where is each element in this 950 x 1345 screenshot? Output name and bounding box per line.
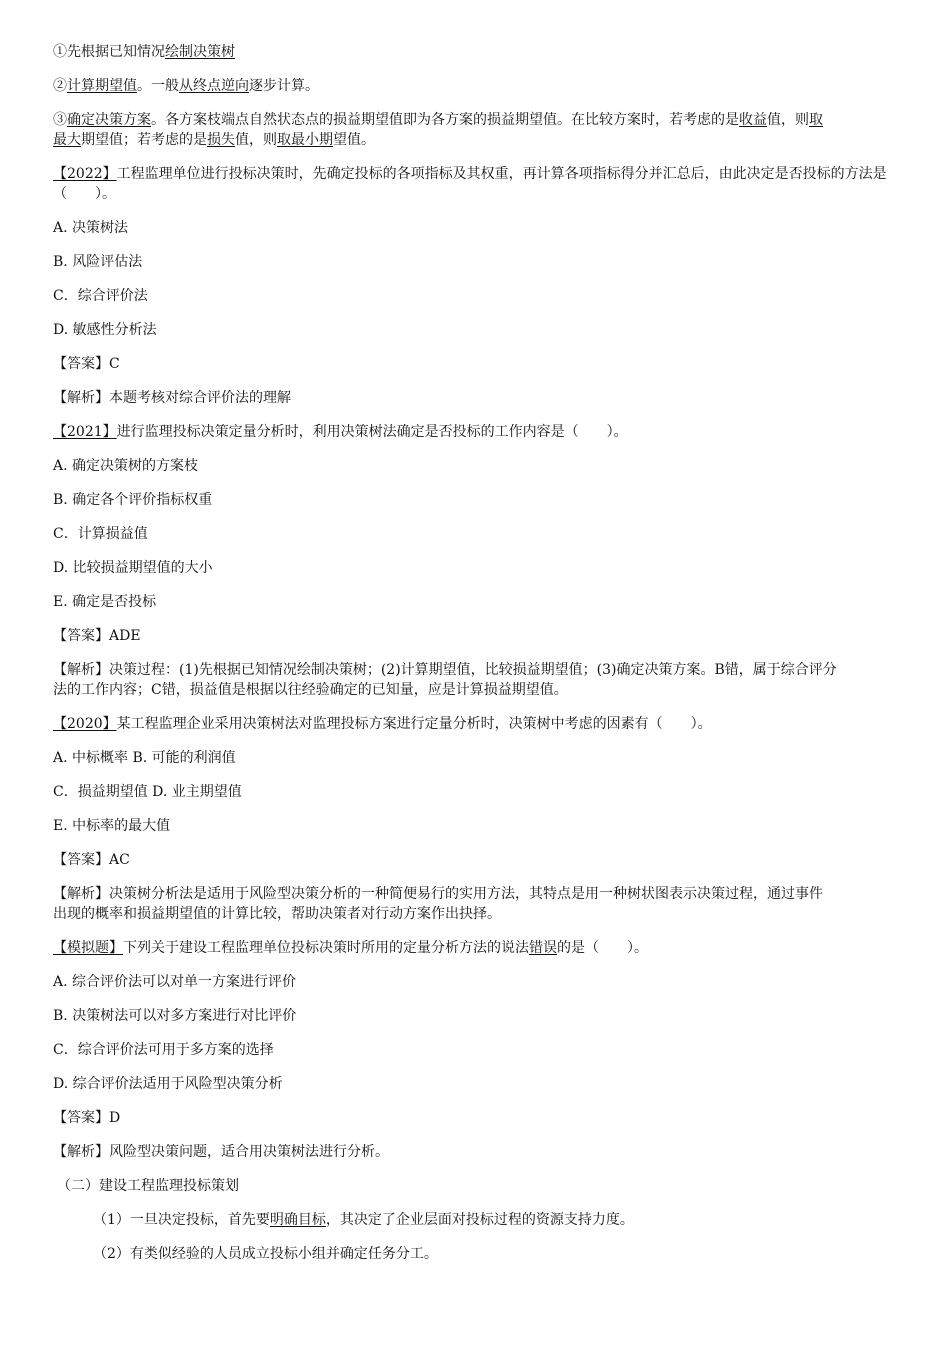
- section-p1-underline: 明确目标: [269, 1212, 326, 1228]
- q2-tag: 【2021】: [53, 424, 117, 440]
- q2-analysis: [53, 660, 898, 700]
- step-3-prefix: ③: [53, 112, 67, 128]
- section-paragraph-1: [53, 1210, 898, 1230]
- step-3-text-3: 期望值；若考虑的是: [81, 132, 207, 148]
- step-1-underline: 绘制决策树: [165, 44, 235, 60]
- step-1: [53, 42, 898, 62]
- step-2-post: 逐步计算。: [249, 78, 319, 94]
- q4-option-d: D. 综合评价法适用于风险型决策分析: [53, 1076, 283, 1092]
- q2-stem: [53, 422, 898, 442]
- step-2-underline-1: 计算期望值: [67, 78, 137, 94]
- q3-tag: 【2020】: [53, 716, 117, 732]
- q3-answer: 【答案】AC: [53, 852, 130, 868]
- step-3-underline-3b: 最大: [53, 132, 81, 148]
- q4-option-b: B. 决策树法可以对多方案进行对比评价: [53, 1008, 297, 1024]
- q2-analysis-line-1: 【解析】决策过程：(1)先根据已知情况绘制决策树；(2)计算期望值，比较损益期望值；(3)确定决策方案。B错，属于综合评分: [53, 662, 837, 678]
- q4-stem: [53, 938, 898, 958]
- q3-option-e: E. 中标率的最大值: [53, 818, 171, 834]
- step-2-underline-2: 从终点逆向: [179, 78, 249, 94]
- q1-tag: 【2022】: [53, 166, 117, 182]
- q1-analysis: 【解析】本题考核对综合评价法的理解: [53, 390, 291, 406]
- q1-option-b: B. 风险评估法: [53, 254, 143, 270]
- q4-option-c: C．综合评价法可用于多方案的选择: [53, 1042, 274, 1058]
- q1-option-a: A. 决策树法: [53, 220, 129, 236]
- step-3-underline-4: 损失: [207, 132, 235, 148]
- q3-stem: [53, 714, 898, 734]
- step-3-text-1: 。各方案枝端点自然状态点的损益期望值即为各方案的损益期望值。在比较方案时，若考虑的是: [151, 112, 739, 128]
- q2-stem-text: 进行监理投标决策定量分析时，利用决策树法确定是否投标的工作内容是（ ）。: [116, 424, 628, 440]
- step-2-prefix: ②: [53, 78, 67, 94]
- q3-analysis: [53, 884, 898, 924]
- step-3: [53, 110, 898, 150]
- q3-option-cd: C．损益期望值 D. 业主期望值: [53, 784, 242, 800]
- section-paragraph-2: （2）有类似经验的人员成立投标小组并确定任务分工。: [93, 1246, 438, 1262]
- section-p1-post: ，其决定了企业层面对投标过程的资源支持力度。: [325, 1212, 634, 1228]
- q2-analysis-line-2: 法的工作内容；C错，损益值是根据以往经验确定的已知量，应是计算损益期望值。: [53, 682, 568, 698]
- q4-answer: 【答案】D: [53, 1110, 121, 1126]
- step-3-underline-1: 确定决策方案: [67, 112, 151, 128]
- step-2: [53, 76, 898, 96]
- q2-option-a: A. 确定决策树的方案枝: [53, 458, 199, 474]
- document-page: [53, 42, 898, 1264]
- q2-answer: 【答案】ADE: [53, 628, 141, 644]
- step-1-text: ①先根据已知情况: [53, 44, 165, 60]
- q1-option-c: C．综合评价法: [53, 288, 148, 304]
- q4-stem-underline: 错误: [529, 940, 557, 956]
- section-p1-pre: （1）一旦决定投标，首先要: [93, 1212, 270, 1228]
- q3-analysis-line-1: 【解析】决策树分析法是适用于风险型决策分析的一种简便易行的实用方法，其特点是用一种树状图表示决策过程，通过事件: [53, 886, 823, 902]
- q2-option-d: D. 比较损益期望值的大小: [53, 560, 213, 576]
- step-3-text-2: 值，则: [767, 112, 809, 128]
- q4-stem-pre: 下列关于建设工程监理单位投标决策时所用的定量分析方法的说法: [123, 940, 529, 956]
- step-3-underline-5: 取最小期: [277, 132, 333, 148]
- q2-option-e: E. 确定是否投标: [53, 594, 157, 610]
- q4-analysis: 【解析】风险型决策问题，适合用决策树法进行分析。: [53, 1144, 389, 1160]
- q2-option-b: B. 确定各个评价指标权重: [53, 492, 213, 508]
- step-3-text-5: 望值。: [333, 132, 375, 148]
- step-3-underline-2: 收益: [739, 112, 767, 128]
- section-title: （二）建设工程监理投标策划: [57, 1178, 239, 1194]
- step-2-mid: 。一般: [137, 78, 179, 94]
- q3-analysis-line-2: 出现的概率和损益期望值的计算比较，帮助决策者对行动方案作出抉择。: [53, 906, 501, 922]
- q2-option-c: C．计算损益值: [53, 526, 148, 542]
- q1-answer: 【答案】C: [53, 356, 120, 372]
- q3-stem-text: 某工程监理企业采用决策树法对监理投标方案进行定量分析时，决策树中考虑的因素有（ ）。: [116, 716, 712, 732]
- q4-tag: 【模拟题】: [53, 940, 123, 956]
- q1-stem: [53, 164, 898, 204]
- q1-stem-text: 工程监理单位进行投标决策时，先确定投标的各项指标及其权重，再计算各项指标得分并汇总后，由此决定是否投标的方法是（ ）。: [53, 166, 887, 202]
- q1-option-d: D. 敏感性分析法: [53, 322, 157, 338]
- q4-stem-post: 的是（ ）。: [557, 940, 648, 956]
- q4-option-a: A. 综合评价法可以对单一方案进行评价: [53, 974, 297, 990]
- step-3-underline-3: 取: [809, 112, 823, 128]
- q3-option-ab: A. 中标概率 B. 可能的利润值: [53, 750, 236, 766]
- step-3-text-4: 值，则: [235, 132, 277, 148]
